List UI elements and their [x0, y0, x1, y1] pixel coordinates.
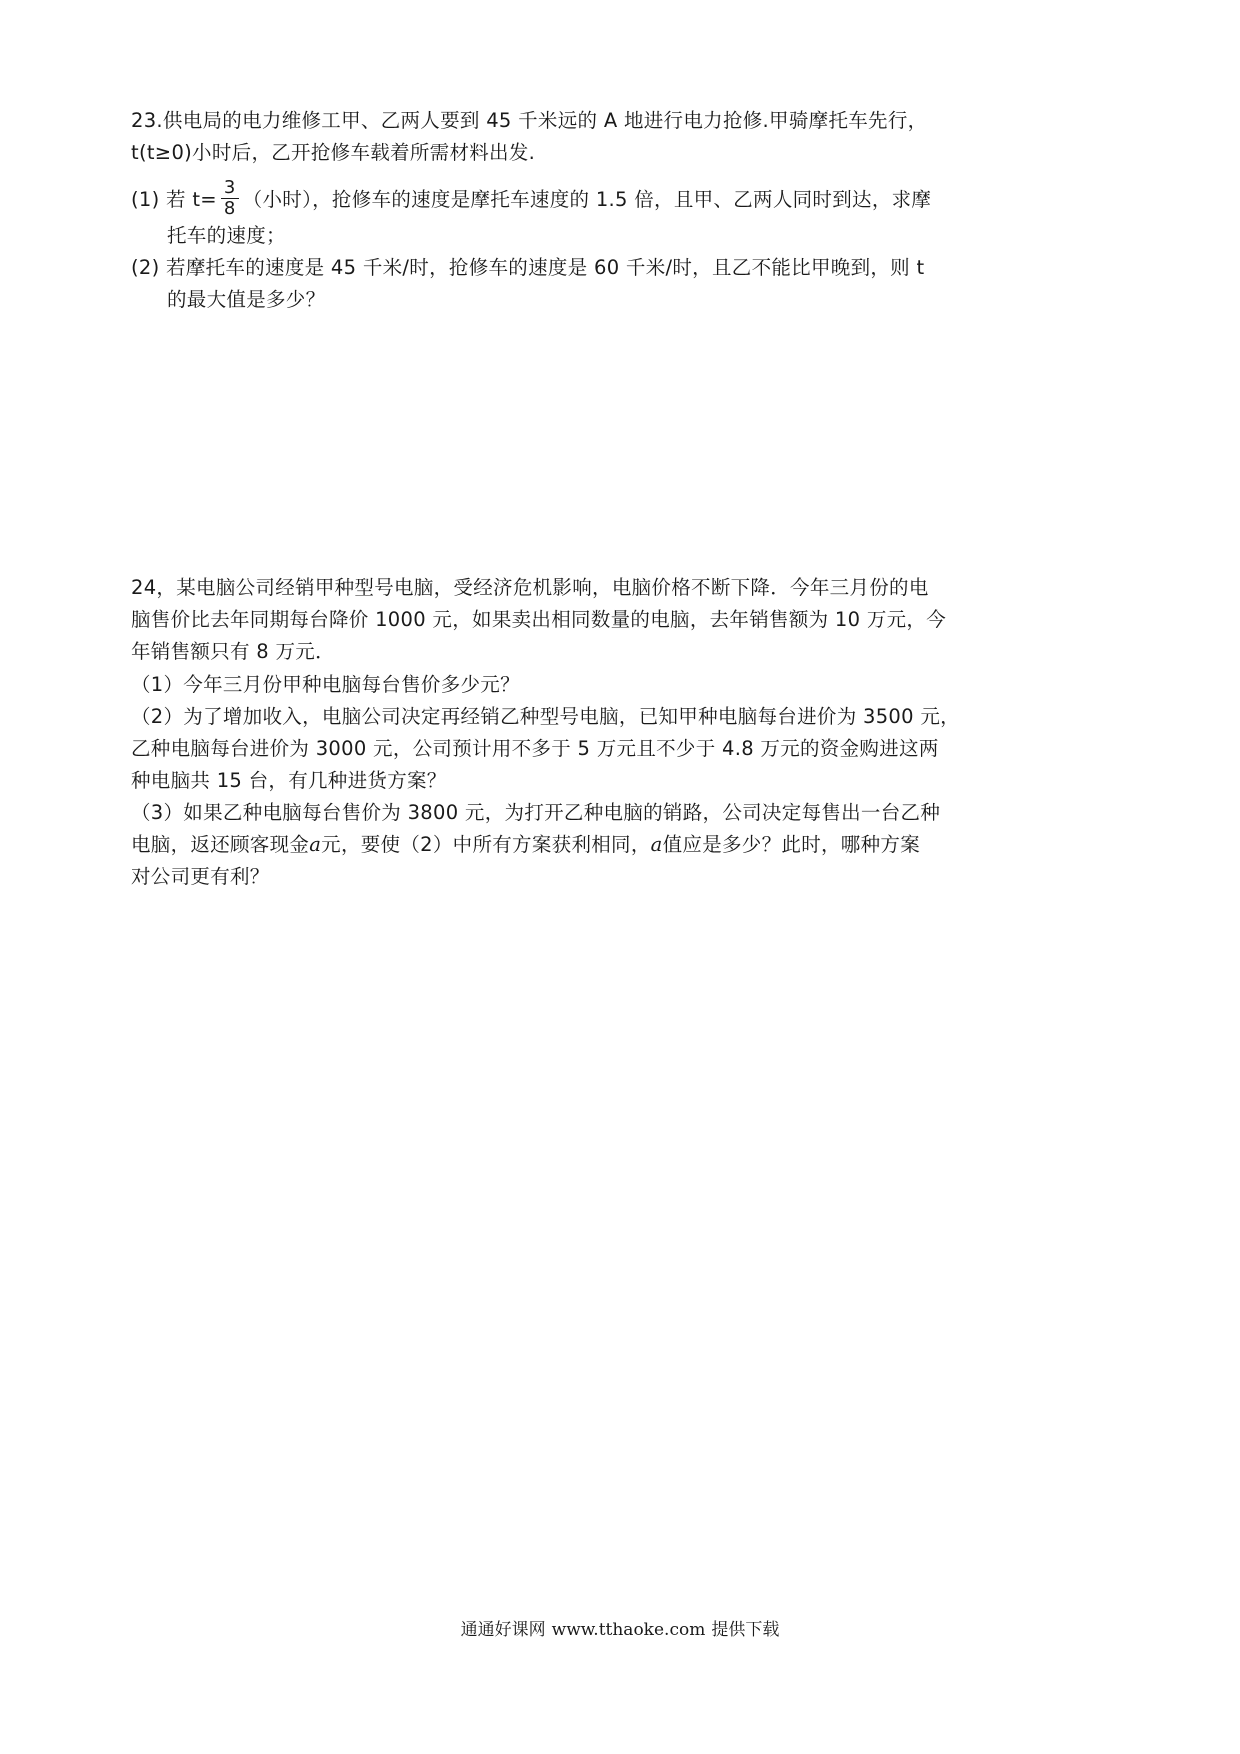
q24-part-3-line-1: （3）如果乙种电脑每台售价为 3800 元，为打开乙种电脑的销路，公司决定每售出一台乙种	[131, 801, 941, 824]
q24-stem-line-2: 脑售价比去年同期每台降价 1000 元，如果卖出相同数量的电脑，去年销售额为 10 万元，今	[131, 608, 947, 631]
variable-a-2: a	[650, 833, 663, 856]
q24-stem-line-3: 年销售额只有 8 万元．	[131, 640, 335, 663]
footer-site-name: 通通好课网	[460, 1620, 546, 1640]
fraction-3-8	[221, 178, 239, 219]
fraction-numerator: 3	[221, 178, 239, 199]
q24-part-3-line-3: 对公司更有利？	[131, 865, 270, 888]
q24-part-2-line-1: （2）为了增加收入，电脑公司决定再经销乙种型号电脑，已知甲种电脑每台进价为 3500 元，	[131, 705, 960, 728]
q23-stem-line-2: t(t≥0)小时后，乙开抢修车载着所需材料出发.	[131, 141, 536, 164]
q24-part-1: （1）今年三月份甲种电脑每台售价多少元？	[131, 673, 520, 696]
q23-part-2-line-2: 的最大值是多少？	[167, 288, 326, 311]
q24-part-3-text-b: 元，要使（2）中所有方案获利相同，	[321, 833, 651, 856]
q24-part-3-text-c: 值应是多少？此时，哪种方案	[662, 833, 920, 856]
fraction-denominator: 8	[223, 198, 236, 219]
q23-part-1-line-2: 托车的速度；	[167, 224, 286, 247]
footer-url: www.tthaoke.com	[551, 1620, 706, 1640]
q24-part-2-line-3: 种电脑共 15 台，有几种进货方案？	[131, 769, 447, 792]
q23-stem-line-1: 23.供电局的电力维修工甲、乙两人要到 45 千米远的 A 地进行电力抢修.甲骑摩托车先行，	[131, 109, 928, 132]
q23-part-1-text: （小时），抢修车的速度是摩托车速度的 1.5 倍，且甲、乙两人同时到达，求摩	[242, 188, 932, 211]
footer-download-text: 提供下载	[711, 1620, 780, 1640]
q24-part-2-line-2: 乙种电脑每台进价为 3000 元，公司预计用不多于 5 万元且不少于 4.8 万元的资金购进这两	[131, 737, 939, 760]
q24-part-3-text-a: 电脑，返还顾客现金	[131, 833, 310, 856]
q23-part-1-prefix: (1) 若 t=	[131, 188, 217, 211]
page-footer	[0, 1618, 1240, 1642]
q23-part-1-line-1	[131, 177, 1011, 221]
variable-a: a	[309, 833, 322, 856]
q24-stem-line-1: 24，某电脑公司经销甲种型号电脑，受经济危机影响，电脑价格不断下降．今年三月份的电	[131, 576, 929, 599]
q23-part-2-line-1: (2) 若摩托车的速度是 45 千米/时，抢修车的速度是 60 千米/时，且乙不能比甲晚到，则 t	[131, 256, 925, 279]
q24-part-3-line-2	[131, 831, 1011, 859]
